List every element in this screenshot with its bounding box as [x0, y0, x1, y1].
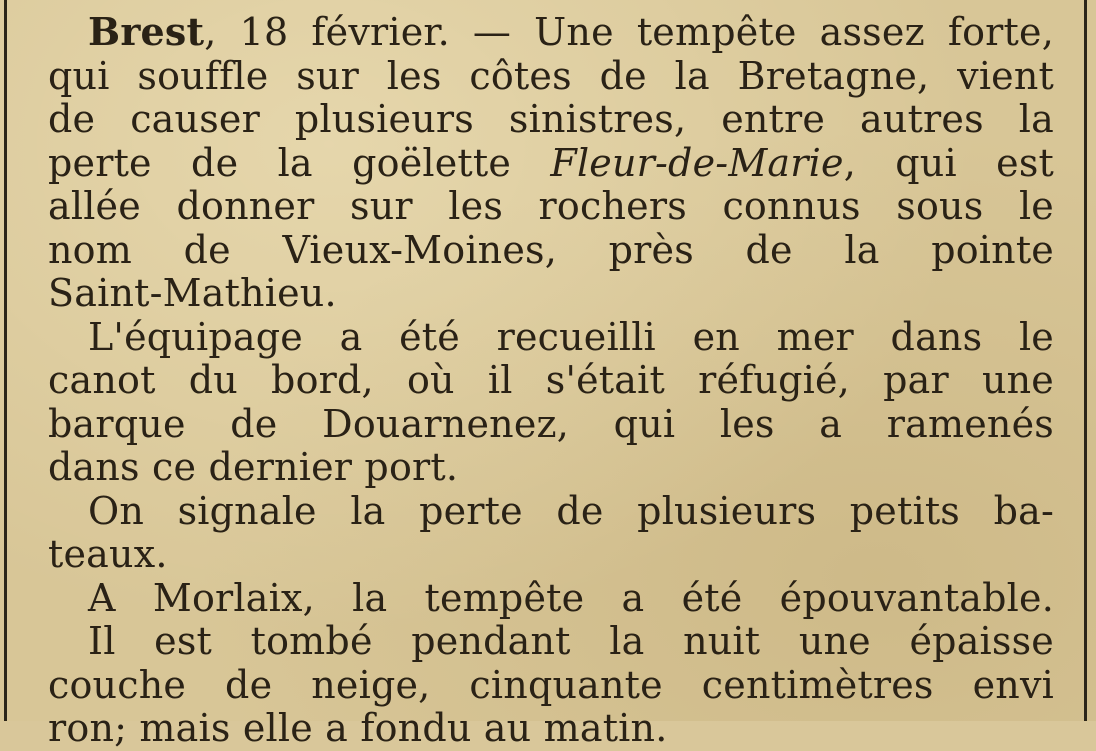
text-line: ron; mais elle a fondu au matin.: [48, 706, 668, 750]
text-line: [48, 142, 1054, 186]
text-line: allée donner sur les rochers connus sous le: [48, 184, 1054, 228]
text-line: canot du bord, où il s'était réfugié, par une: [48, 358, 1054, 402]
news-article: [48, 10, 1054, 751]
text-line: qui souffle sur les côtes de la Bretagne, vient: [48, 53, 1054, 98]
column-rule-right: [1084, 0, 1087, 721]
paragraph-2: [48, 316, 1054, 490]
text-fragment: perte de la goëlette: [48, 140, 551, 185]
dateline-city: Brest: [88, 9, 205, 54]
dateline-rest: , 18 février. — Une tempête assez forte,: [204, 10, 1054, 54]
text-line: Il est tombé pendant la nuit une épaisse: [88, 619, 1054, 663]
paragraph-1: [48, 10, 1054, 316]
text-line: On signale la perte de plusieurs petits ba-: [88, 488, 1054, 533]
text-line: dans ce dernier port.: [48, 445, 459, 489]
text-line: [48, 10, 1054, 55]
text-line: barque de Douarnenez, qui les a ramenés: [48, 401, 1054, 446]
paragraph-3: [48, 490, 1054, 577]
text-line: couche de neige, cinquante centimètres envi: [48, 662, 1054, 707]
text-line: nom de Vieux-Moines, près de la pointe: [48, 227, 1054, 272]
paragraph-4: [48, 577, 1054, 621]
ship-name: Fleur-de-Marie: [550, 140, 844, 185]
text-fragment: , qui est: [843, 140, 1054, 185]
text-line: Saint-Mathieu.: [48, 271, 337, 315]
text-line: A Morlaix, la tempête a été épouvantable.: [88, 575, 1054, 620]
text-line: teaux.: [48, 532, 168, 576]
column-rule-left: [4, 0, 7, 721]
text-line: L'équipage a été recueilli en mer dans le: [88, 314, 1054, 359]
paragraph-5: [48, 620, 1054, 751]
text-line: de causer plusieurs sinistres, entre autres la: [48, 97, 1054, 141]
